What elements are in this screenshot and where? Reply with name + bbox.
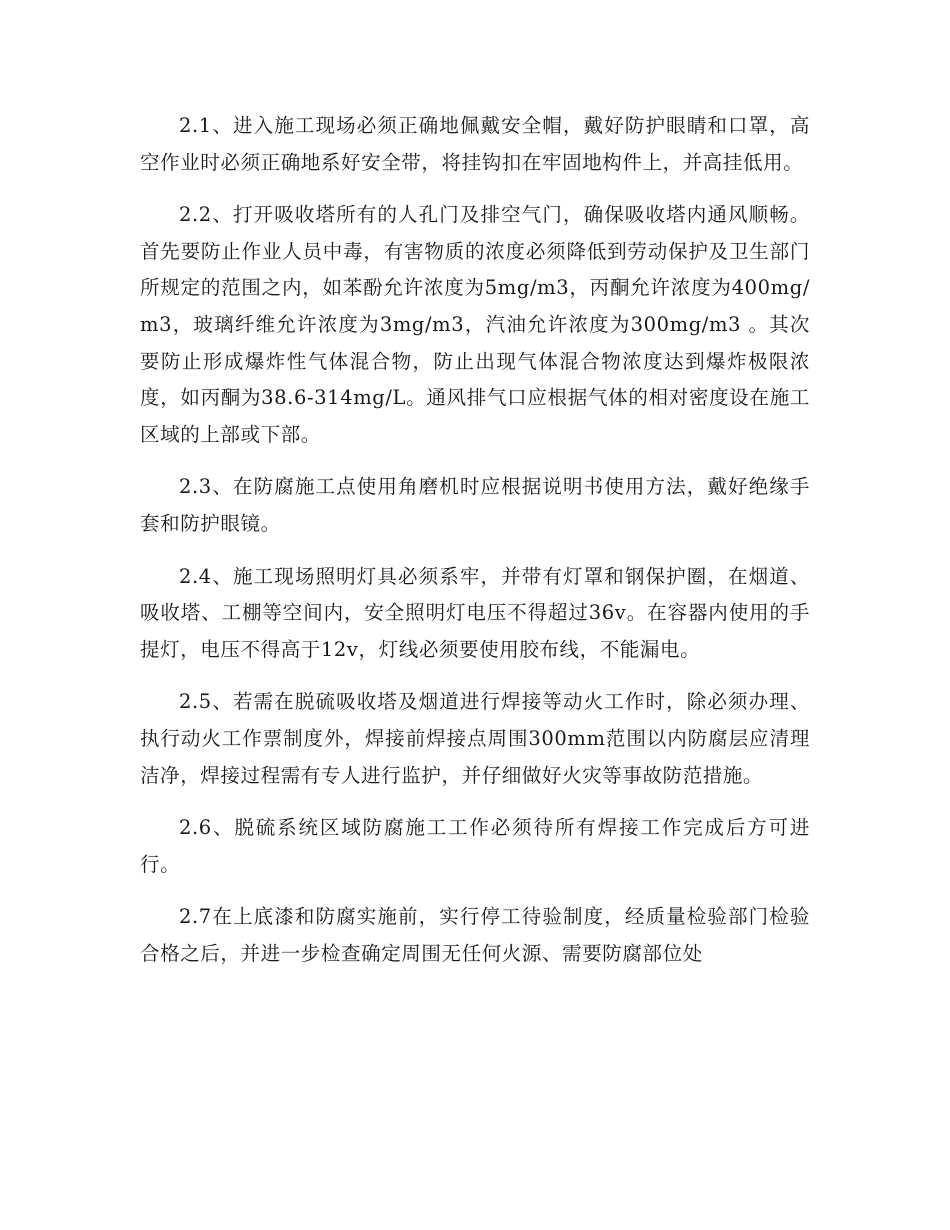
document-body [140,108,810,988]
paragraph-2-5: 2.5、若需在脱硫吸收塔及烟道进行焊接等动火工作时，除必须办理、执行动火工作票制度外，焊接前焊接点周围300mm范围以内防腐层应清理洁净，焊接过程需有专人进行监护，并仔细做好火灾等事故防范措施。 [140,690,810,787]
paragraph-2-2: 2.2、打开吸收塔所有的人孔门及排空气门，确保吸收塔内通风顺畅。首先要防止作业人员中毒，有害物质的浓度必须降低到劳动保护及卫生部门所规定的范围之内，如苯酚允许浓度为5mg/m3，丙酮允许浓度为400mg/m3，玻璃纤维允许浓度为3mg/m3，汽油允许浓度为300mg/m3 。其次要防止形成爆炸性气体混合物，防止出现气体混合物浓度达到爆炸极限浓度，如丙酮为38.6-314mg/L。通风排气口应根据气体的相对密度设在施工区域的上部或下部。 [140,203,810,446]
paragraph-2-3: 2.3、在防腐施工点使用角磨机时应根据说明书使用方法，戴好绝缘手套和防护眼镜。 [140,475,810,535]
paragraph-2-7: 2.7在上底漆和防腐实施前，实行停工待验制度，经质量检验部门检验合格之后，并进一步检查确定周围无任何火源、需要防腐部位处 [140,905,810,965]
paragraph-2-4: 2.4、施工现场照明灯具必须系牢，并带有灯罩和钢保护圈，在烟道、吸收塔、工棚等空间内，安全照明灯电压不得超过36v。在容器内使用的手提灯，电压不得高于12v，灯线必须要使用胶布线，不能漏电。 [140,564,810,661]
paragraph-2-1: 2.1、进入施工现场必须正确地佩戴安全帽，戴好防护眼睛和口罩，高空作业时必须正确地系好安全带，将挂钩扣在牢固地构件上，并高挂低用。 [140,114,810,174]
paragraph-2-6: 2.6、脱硫系统区域防腐施工工作必须待所有焊接工作完成后方可进行。 [140,816,810,876]
